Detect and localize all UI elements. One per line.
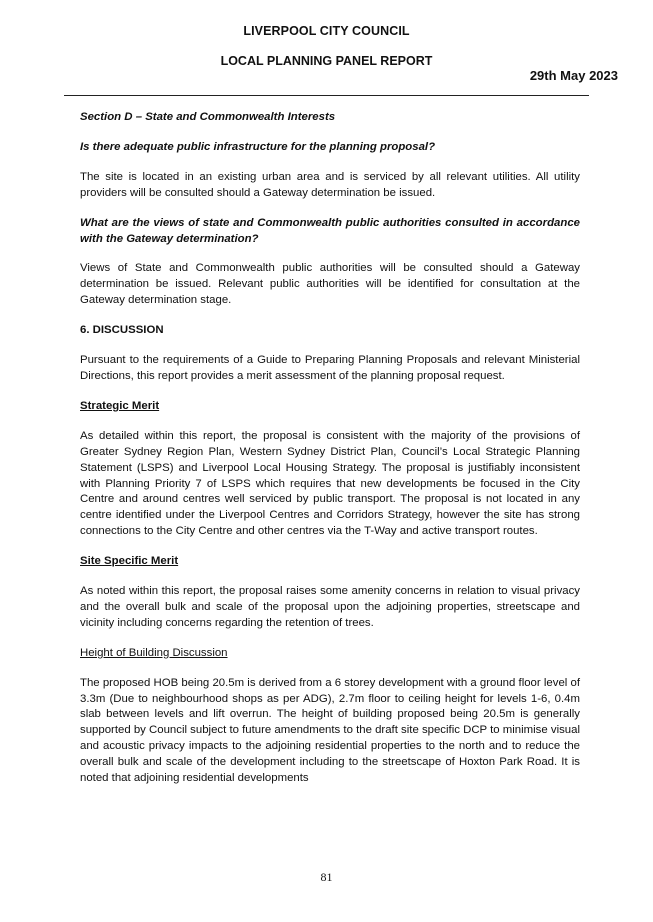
section-d-heading: Section D – State and Commonwealth Interests — [80, 111, 336, 123]
discussion-heading: 6. DISCUSSION — [80, 324, 164, 337]
height-of-building-paragraph: The proposed HOB being 20.5m is derived from a 6 storey development with a ground floor level of 3.3m (Due to neighbourhood shops as per ADG), 2.7m floor to ceiling height for levels 1-6, 0.4m slab between levels and lift overrun. The height of building proposed being 20.5m is generally supported by Council subject to future amendments to the draft site specific DCP to minimise visual and acoustic privacy impacts to the adjoining residential properties to the north and to reduce the overall bulk and scale of the development including to the streetscape of Hoxton Park Road. It is noted that adjoining residential developments — [80, 676, 580, 785]
authorities-question: What are the views of state and Commonwealth public authorities consulted in accordance with the Gateway determination? — [80, 216, 580, 245]
report-title: LOCAL PLANNING PANEL REPORT — [220, 54, 433, 68]
council-name: LIVERPOOL CITY COUNCIL — [243, 24, 410, 38]
site-specific-merit-heading: Site Specific Merit — [80, 555, 179, 568]
report-body — [80, 110, 580, 787]
page-number: 81 — [320, 870, 333, 884]
discussion-paragraph: Pursuant to the requirements of a Guide to Preparing Planning Proposals and relevant Ministerial Directions, this report provides a merit assessment of the planning proposal request. — [80, 354, 580, 382]
infrastructure-question: Is there adequate public infrastructure for the planning proposal? — [80, 140, 436, 153]
strategic-merit-paragraph: As detailed within this report, the proposal is consistent with the majority of the provisions of Greater Sydney Region Plan, Western Sydney District Plan, Council’s Local Strategic Planning Statement (LSPS) and Liverpool Local Housing Strategy. The proposal is justifiably inconsistent with Planning Priority 7 of LSPS which requires that new developments be focused in the City Centre and around centres well serviced by public transport. The proposal is not located in any centre identified under the Liverpool Centres and Corridors Strategy, however the site has strong connections to the City Centre and other centres via the T-Way and active transport routes. — [80, 429, 580, 538]
strategic-merit-heading: Strategic Merit — [80, 399, 160, 412]
authorities-answer: Views of State and Commonwealth public authorities will be consulted should a Gateway determination be issued. Relevant public authorities will be identified for consultation at the Gateway determination stage. — [80, 262, 580, 307]
height-of-building-heading: Height of Building Discussion — [80, 646, 228, 659]
header-divider — [64, 95, 589, 96]
infrastructure-answer: The site is located in an existing urban area and is serviced by all relevant utilities. All utility providers will be consulted should a Gateway determination be issued. — [80, 170, 580, 199]
site-specific-merit-paragraph: As noted within this report, the proposal raises some amenity concerns in relation to visual privacy and the overall bulk and scale of the proposal upon the adjoining properties, streetscape and vicinity including concerns regarding the retention of trees. — [80, 585, 580, 629]
report-date: 29th May 2023 — [529, 68, 618, 83]
